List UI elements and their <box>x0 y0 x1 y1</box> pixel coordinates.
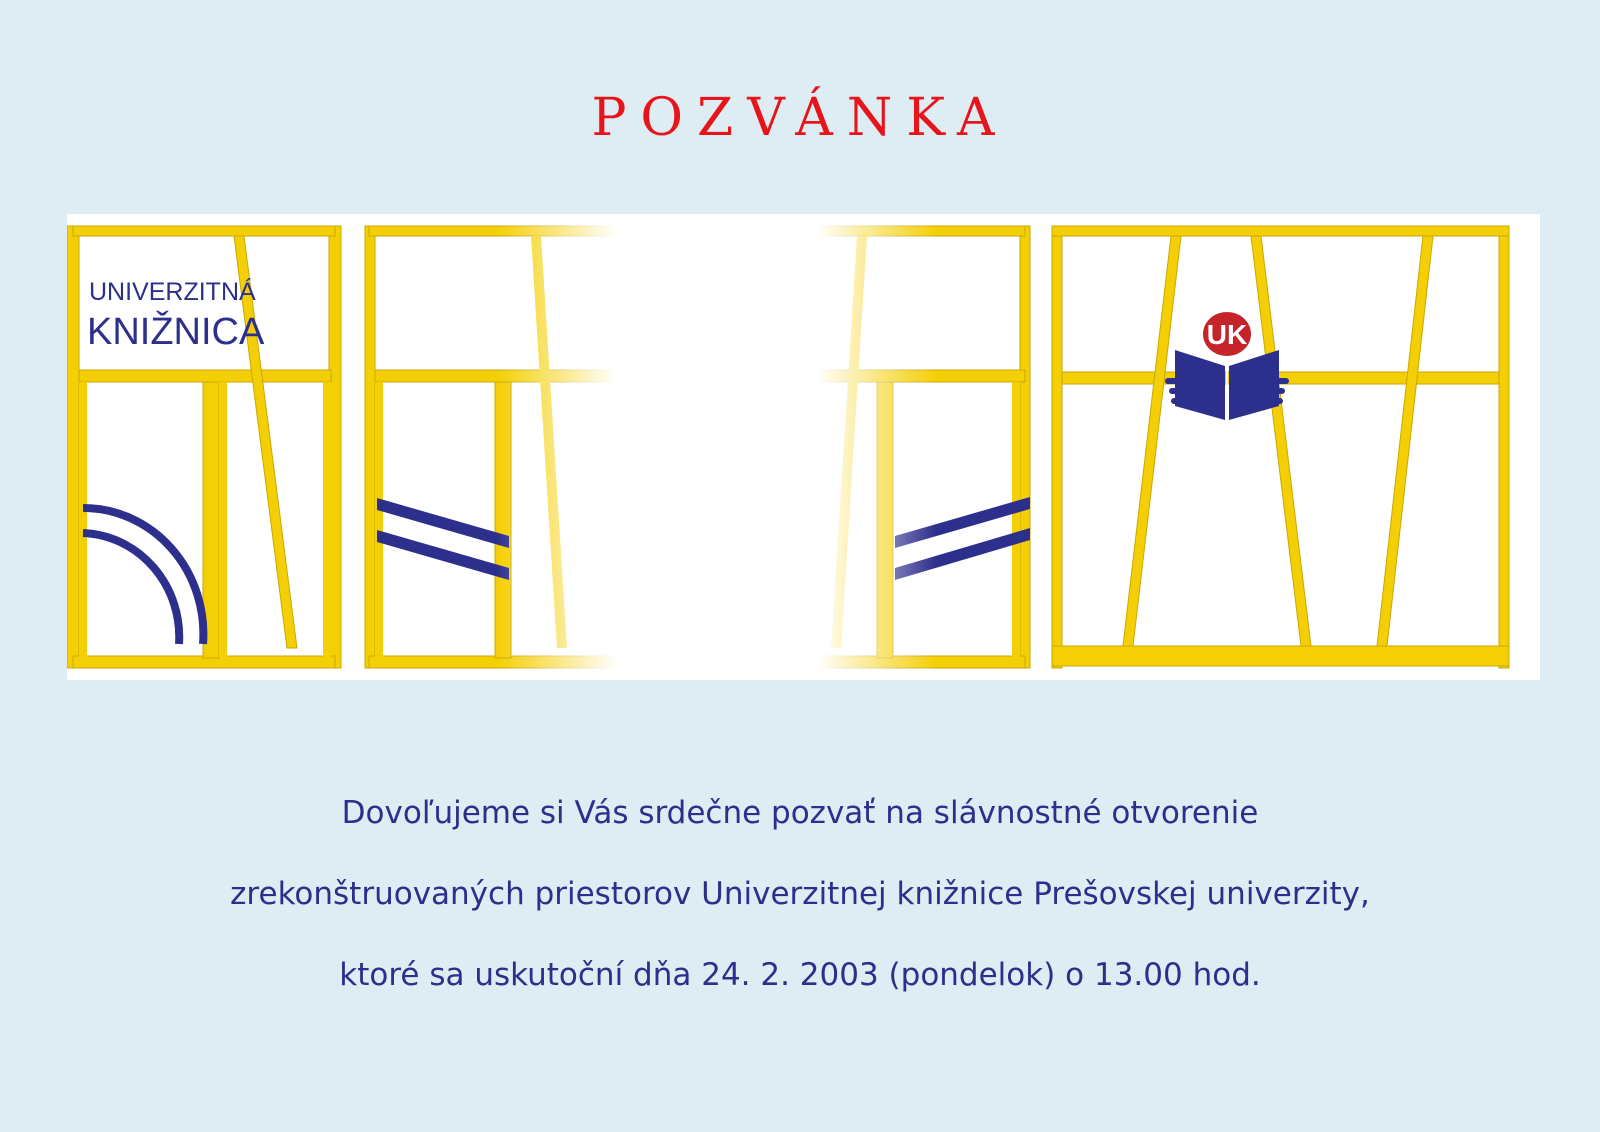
uk-logo-text: UK <box>1206 319 1248 350</box>
library-facade-illustration <box>67 214 1540 680</box>
invitation-text-line-3: ktoré sa uskutoční dňa 24. 2. 2003 (pondelok) o 13.00 hod. <box>339 957 1261 993</box>
sign-line-kniznica: KNIŽNICA <box>87 311 265 353</box>
sign-line-universitna: UNIVERZITNÁ <box>89 278 256 306</box>
invitation-title: POZVÁNKA <box>591 88 1009 148</box>
invitation-text-line-2: zrekonštruovaných priestorov Univerzitnej knižnice Prešovskej univerzity, <box>230 876 1370 912</box>
invitation-text-line-1: Dovoľujeme si Vás srdečne pozvať na slávnostné otvorenie <box>341 795 1259 831</box>
